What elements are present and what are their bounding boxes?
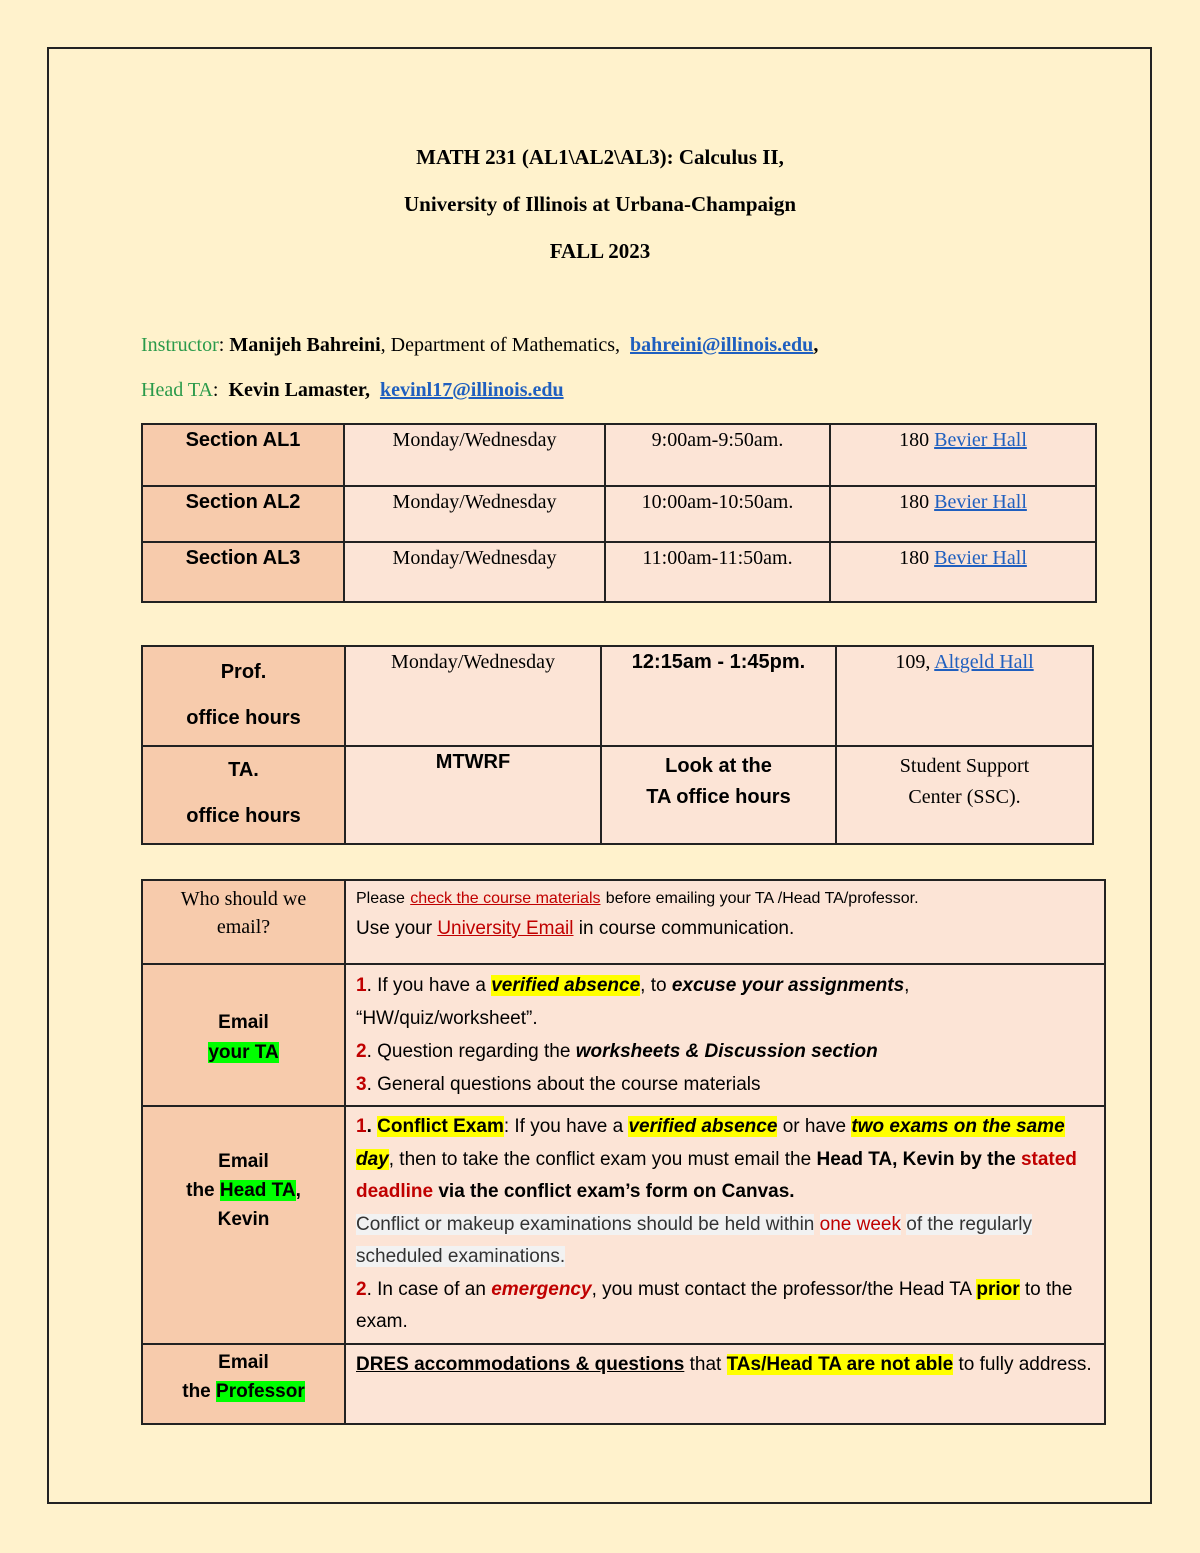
emphasis-text: via the conflict exam’s form on Canvas. xyxy=(438,1181,795,1202)
text: : If you have a xyxy=(503,1116,624,1137)
days-cell: Monday/Wednesday xyxy=(344,424,605,486)
time-line: TA office hours xyxy=(646,786,791,808)
text: . xyxy=(366,1116,372,1137)
email-guide-table xyxy=(141,879,1106,1425)
label-line: Prof. xyxy=(220,661,267,683)
list-item xyxy=(356,969,1094,1035)
sections-table xyxy=(141,423,1097,603)
label-line: Kevin xyxy=(217,1209,270,1230)
table-row xyxy=(142,486,1096,542)
building-link[interactable]: Altgeld Hall xyxy=(934,651,1034,673)
label-line: Email xyxy=(218,1351,269,1373)
head-ta-name: Kevin Lamaster, xyxy=(228,379,370,401)
time-cell: 11:00am-11:50am. xyxy=(605,542,830,602)
label-line: TA. xyxy=(228,759,259,781)
text: that xyxy=(689,1353,722,1375)
text: Please xyxy=(356,890,405,907)
text: to fully address. xyxy=(958,1353,1092,1375)
text: in course communication. xyxy=(578,918,795,939)
text: . If you have a xyxy=(366,975,486,996)
item-number: 3 xyxy=(356,1074,367,1095)
text: , then to take the conflict exam you must email the xyxy=(388,1148,812,1170)
label-line: Email xyxy=(218,1011,269,1033)
text: Use your xyxy=(356,918,433,939)
room-number: 180 xyxy=(899,547,930,569)
text: to the exam. xyxy=(356,1278,1073,1332)
text: , xyxy=(904,975,910,996)
room-number: 180 xyxy=(899,491,930,513)
instructor-email-link[interactable]: bahreini@illinois.edu xyxy=(630,334,814,356)
email-ta-label xyxy=(142,964,345,1106)
table-row xyxy=(142,542,1096,602)
section-cell: Section AL2 xyxy=(142,486,344,542)
instructor-name: Manijeh Bahreini xyxy=(229,334,381,356)
label-line: Email xyxy=(218,1151,269,1172)
label-line: office hours xyxy=(186,707,301,729)
room-cell xyxy=(836,646,1093,746)
highlight-text: two exams on the same day xyxy=(356,1116,1065,1170)
highlight-text: TAs/Head TA are not able xyxy=(726,1353,954,1375)
office-hours-table xyxy=(141,645,1094,845)
head-ta-label: Head TA xyxy=(141,379,213,401)
time-line: Look at the xyxy=(665,755,772,777)
text: “HW/quiz/worksheet”. xyxy=(356,1008,538,1029)
time-cell: 12:15am - 1:45pm. xyxy=(601,646,836,746)
time-cell xyxy=(601,746,836,844)
text: before emailing your TA /Head TA/professor. xyxy=(605,890,919,907)
room-cell xyxy=(830,542,1096,602)
place-line: Student Support xyxy=(899,755,1030,777)
list-item xyxy=(356,1035,1094,1068)
who-header: Who should we email? xyxy=(142,880,345,964)
item-number: 1 xyxy=(356,975,367,996)
table-row xyxy=(142,1344,1105,1424)
highlight-text: prior xyxy=(976,1278,1020,1300)
table-row xyxy=(142,424,1096,486)
university-title: University of Illinois at Urbana-Champaign xyxy=(403,192,797,216)
deadline-text: stated deadline xyxy=(356,1148,1077,1202)
section-cell: Section AL3 xyxy=(142,542,344,602)
text: , you must contact the professor/the Head TA xyxy=(591,1278,972,1300)
emphasis-text: excuse your assignments xyxy=(671,975,905,996)
email-professor-label xyxy=(142,1344,345,1424)
list-item xyxy=(356,1068,1094,1101)
days-cell: MTWRF xyxy=(345,746,601,844)
instructor-line: Instructor: Manijeh Bahreini, Department of Mathematics, bahreini@illinois.edu, xyxy=(141,334,819,356)
highlight-text: Conflict Exam xyxy=(377,1116,504,1137)
policy-highlight: one week xyxy=(819,1213,901,1235)
table-row xyxy=(142,1106,1105,1344)
room-number: 180 xyxy=(899,429,930,451)
room-cell xyxy=(830,424,1096,486)
table-row xyxy=(142,746,1093,844)
time-cell: 10:00am-10:50am. xyxy=(605,486,830,542)
course-title: MATH 231 (AL1\AL2\AL3): Calculus II, xyxy=(416,145,784,169)
label-highlight: Head TA xyxy=(219,1180,296,1201)
text: . In case of an xyxy=(366,1278,486,1300)
ta-office-hours-label xyxy=(142,746,345,844)
days-cell: Monday/Wednesday xyxy=(344,486,605,542)
text: . General questions about the course materials xyxy=(366,1074,761,1095)
label-line: office hours xyxy=(186,805,301,827)
email-professor-description xyxy=(345,1344,1105,1424)
instructor-dept: Department of Mathematics, xyxy=(390,334,621,356)
building-link[interactable]: Bevier Hall xyxy=(934,429,1027,451)
who-description xyxy=(345,880,1105,964)
head-ta-line: Head TA: Kevin Lamaster, kevinl17@illinois.edu xyxy=(141,379,564,401)
head-ta-email-link[interactable]: kevinl17@illinois.edu xyxy=(379,379,564,401)
place-cell xyxy=(836,746,1093,844)
item-number: 1 xyxy=(356,1116,367,1137)
table-row xyxy=(142,880,1105,964)
label-highlight: your TA xyxy=(208,1041,279,1063)
policy-text: Conflict or makeup examinations should be held within xyxy=(356,1213,815,1235)
term-title: FALL 2023 xyxy=(549,239,651,263)
text: . Question regarding the xyxy=(366,1041,571,1062)
highlight-text: verified absence xyxy=(491,975,641,996)
email-head-ta-description xyxy=(345,1106,1105,1344)
table-row xyxy=(142,964,1105,1106)
room-number: 109, xyxy=(895,651,931,673)
label-highlight: Professor xyxy=(216,1380,305,1402)
instructor-label: Instructor xyxy=(141,334,219,356)
days-cell: Monday/Wednesday xyxy=(344,542,605,602)
emphasis-text: Head TA, Kevin by the xyxy=(816,1148,1016,1170)
highlight-text: verified absence xyxy=(628,1116,778,1137)
text: the xyxy=(182,1380,211,1402)
text: , to xyxy=(640,975,667,996)
dres-text: DRES accommodations & questions xyxy=(356,1353,685,1375)
section-cell: Section AL1 xyxy=(142,424,344,486)
emergency-text: emergency xyxy=(491,1278,592,1300)
building-link[interactable]: Bevier Hall xyxy=(934,547,1027,569)
policy-text: of the regularly scheduled examinations. xyxy=(356,1213,1032,1267)
text: or have xyxy=(782,1116,847,1137)
email-head-ta-label xyxy=(142,1106,345,1344)
table-row xyxy=(142,646,1093,746)
days-cell: Monday/Wednesday xyxy=(345,646,601,746)
email-ta-description xyxy=(345,964,1105,1106)
time-cell: 9:00am-9:50am. xyxy=(605,424,830,486)
emphasis-text: worksheets & Discussion section xyxy=(575,1041,878,1062)
item-number: 2 xyxy=(356,1278,367,1300)
building-link[interactable]: Bevier Hall xyxy=(934,491,1027,513)
course-materials-link[interactable]: check the course materials xyxy=(410,890,601,907)
place-line: Center (SSC). xyxy=(908,786,1021,808)
university-email-link[interactable]: University Email xyxy=(437,918,574,939)
room-cell xyxy=(830,486,1096,542)
item-number: 2 xyxy=(356,1041,367,1062)
text: the xyxy=(186,1180,215,1201)
text: , xyxy=(295,1180,301,1201)
prof-office-hours-label xyxy=(142,646,345,746)
